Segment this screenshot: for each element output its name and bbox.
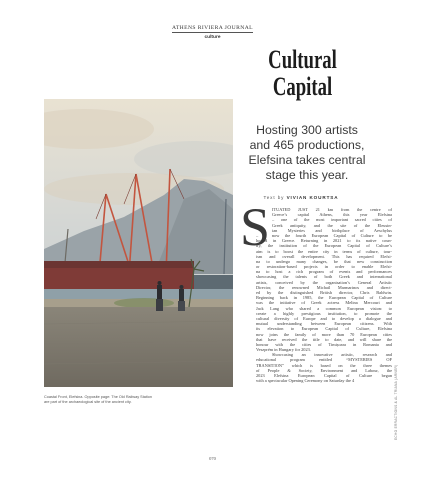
body-line: ITUATED JUST 21 km from the centre of [272, 207, 392, 212]
body-line: – is now the fourth European Capital of Culture to be [256, 232, 392, 238]
body-line: educational program entitled “MYSTERIES OF [256, 357, 392, 363]
body-line: showcasing the talents of both Greek and international [256, 274, 392, 280]
body-line: Veszprém in Hungary for 2023. [256, 347, 311, 353]
article-subtitle [234, 123, 380, 183]
page-number: 070 [209, 456, 216, 461]
body-line: create a highly prestigious institution, to promote the [256, 310, 392, 316]
body-line: mutual understanding between European citizens. With [256, 321, 392, 327]
body-line: ed by the distinguished British director, Chris Baldwin. [256, 290, 392, 295]
body-line: na to host a rich program of events and performances [256, 269, 392, 275]
subtitle-line: and 465 productions, [249, 138, 365, 152]
body-line: honour with the cities of Timișoara in Romania and [256, 341, 392, 347]
magazine-name: ATHENS RIVIERA JOURNAL [172, 25, 253, 31]
body-line: now joins the family of more than 70 European cities [256, 331, 392, 337]
body-line: Showcasing an innovative artistic, research and [272, 352, 392, 358]
drop-cap: S [240, 197, 271, 257]
body-line: – one of the most important sacred cities of [272, 217, 392, 223]
masthead [0, 16, 425, 40]
body-line: aim is to boost the entire city in terms of culture, tour- [256, 248, 392, 254]
body-line: Greek antiquity, and the site of the Eleusin- [272, 222, 392, 228]
article-body [256, 207, 392, 383]
subtitle-line: stage this year. [265, 168, 349, 182]
body-line: ian Mysteries and birthplace of Aeschylus [272, 227, 392, 233]
caption-line: Coastal Front, Elefsina. Opposite page: The Old Railway Station [44, 395, 152, 399]
body-line: na to undergo many changes, be that new construction [256, 258, 392, 264]
body-line: Greece’s capital Athens, this year Elefsina [272, 212, 392, 218]
body-line: of People & Society, Environment and Labour, the [256, 367, 392, 373]
body-line: 2023 Elefsina European Capital of Culture began [256, 373, 392, 378]
title-line-2: Capital [272, 72, 333, 101]
harbour-photo [44, 99, 233, 387]
section-label: culture [204, 35, 221, 40]
body-line: was the initiative of Greek actress Melina Mercouri and [256, 300, 392, 306]
photo-credit: ECHO ERRACTIONS & AL TRIANA (ARNER) [394, 364, 398, 440]
byline-prefix: Text by [263, 195, 285, 200]
body-line: cultural diversity of Europe and to develop a dialogue and [256, 315, 392, 321]
caption-line: are part of the archaeological site of the ancient city. [44, 400, 132, 404]
byline-author: VIVIAN KOURTSA [286, 195, 339, 200]
photo-caption [44, 395, 234, 405]
body-line: ism and overall development. This has required Elefsi- [256, 253, 392, 259]
body-line: its elevation to European Capital of Culture, Elefsina [256, 326, 392, 332]
body-line: Director, the renowned Michail Marmarinos and direct- [256, 284, 392, 290]
body-line: try, the institution of the European Capital of Culture’s [256, 243, 392, 249]
body-line: Beginning back in 1985, the European Capital of Culture [256, 295, 392, 301]
body-line: Jack Lang who shared a common European vision: to [256, 305, 392, 311]
article-title [258, 46, 348, 100]
body-line: or restoration-based projects in order to enable Elefsi- [256, 264, 392, 270]
body-line: hosted in Greece. Returning in 2021 to its native coun- [256, 238, 392, 244]
body-line: TRANSITION” which is based on the three themes [256, 362, 392, 368]
body-line: that have received the title to date, and will share the [256, 336, 392, 342]
body-line: with a spectacular Opening Ceremony on Saturday the 4 [256, 378, 355, 384]
subtitle-line: Hosting 300 artists [256, 123, 358, 137]
body-line: artists, conceived by the organisation’s General Artistic [256, 279, 392, 285]
title-line-1: Cultural [268, 45, 337, 74]
subtitle-line: Elefsina takes central [248, 153, 366, 167]
